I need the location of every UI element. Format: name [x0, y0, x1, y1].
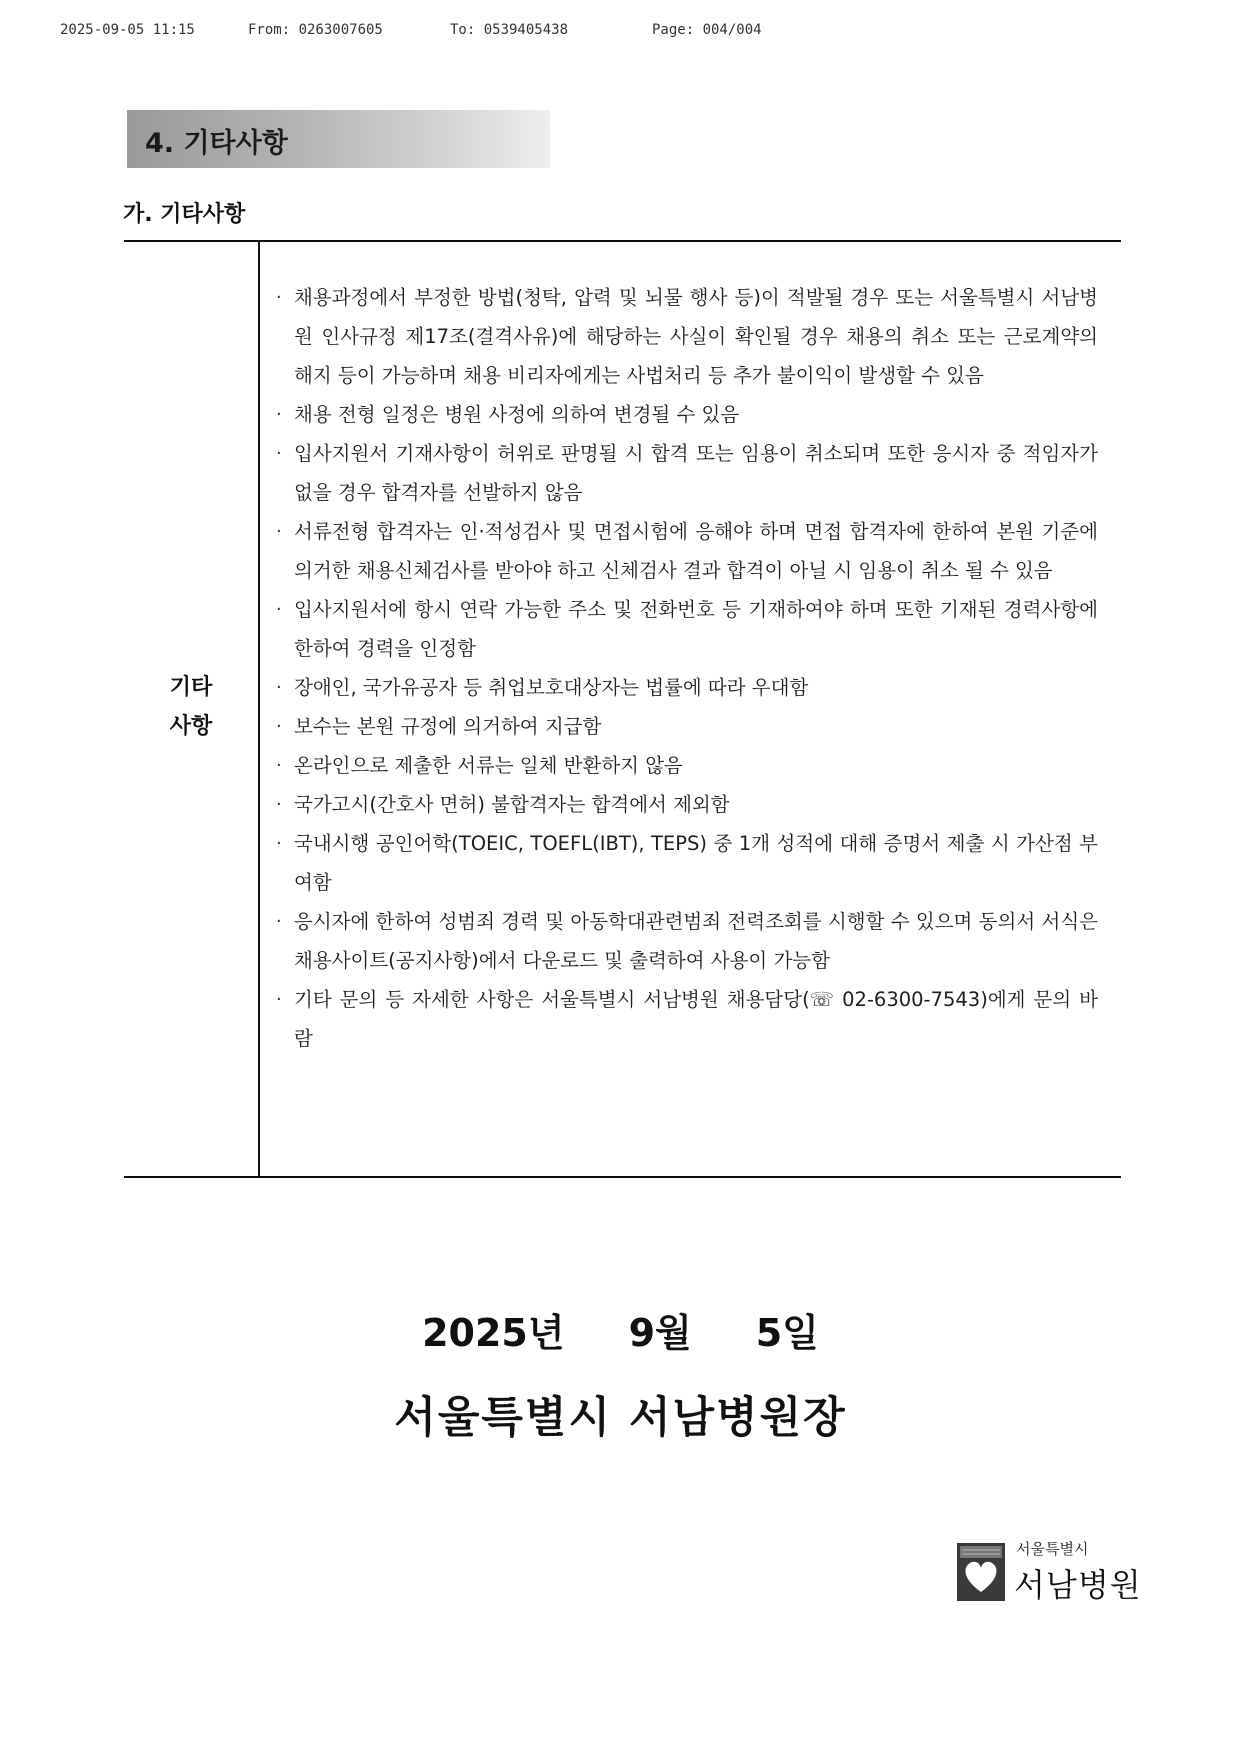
section-title: 4. 기타사항: [145, 128, 288, 159]
bullet-icon: ·: [276, 443, 282, 464]
section-banner: [127, 110, 550, 168]
notice-table: [124, 240, 1121, 1178]
notice-item: [276, 746, 1098, 785]
bullet-icon: ·: [276, 521, 282, 542]
notice-text: 보수는 본원 규정에 의거하여 지급함: [294, 715, 602, 738]
notice-text: 입사지원서에 항시 연락 가능한 주소 및 전화번호 등 기재하여야 하며 또한 기재된 경력사항에 한하여 경력을 인정함: [294, 598, 1098, 660]
date-day: 5일: [755, 1311, 819, 1355]
notice-text: 채용과정에서 부정한 방법(청탁, 압력 및 뇌물 행사 등)이 적발될 경우 또는 서울특별시 서남병원 인사규정 제17조(결격사유)에 해당하는 사실이 확인될 경우 채용의 취소 또는 근로계약의 해지 등이 가능하며 채용 비리자에게는 사법처리 등 추가 불이익이 발생할 수 있음: [294, 286, 1098, 387]
fax-datetime: 2025-09-05 11:15: [60, 22, 195, 38]
notice-item: [276, 785, 1098, 824]
notice-text: 서류전형 합격자는 인·적성검사 및 면접시험에 응해야 하며 면접 합격자에 한하여 본원 기준에 의거한 채용신체검사를 받아야 하고 신체검사 결과 합격이 아닐 시 임용이 취소 될 수 있음: [294, 520, 1098, 582]
bullet-icon: ·: [276, 404, 282, 425]
bullet-icon: ·: [276, 755, 282, 776]
notice-text: 국내시행 공인어학(TOEIC, TOEFL(IBT), TEPS) 중 1개 성적에 대해 증명서 제출 시 가산점 부여함: [294, 832, 1098, 894]
seal-hospital-text: 서남병원: [1014, 1566, 1142, 1604]
bullet-icon: ·: [276, 833, 282, 854]
subsection-title: 가. 기타사항: [123, 202, 246, 227]
notice-list: [276, 278, 1098, 1058]
notice-text: 응시자에 한하여 성범죄 경력 및 아동학대관련범죄 전력조회를 시행할 수 있으며 동의서 서식은 채용사이트(공지사항)에서 다운로드 및 출력하여 사용이 가능함: [294, 910, 1098, 972]
row-label: [124, 668, 258, 746]
notice-item: [276, 668, 1098, 707]
notice-item: [276, 707, 1098, 746]
notice-text: 입사지원서 기재사항이 허위로 판명될 시 합격 또는 임용이 취소되며 또한 응시자 중 적임자가 없을 경우 합격자를 선발하지 않음: [294, 442, 1098, 504]
notice-text: 채용 전형 일정은 병원 사정에 의하여 변경될 수 있음: [294, 403, 740, 426]
bullet-icon: ·: [276, 989, 282, 1010]
bullet-icon: ·: [276, 287, 282, 308]
issuer-title: 서울특별시 서남병원장: [394, 1393, 847, 1443]
row-label-line2: 사항: [169, 714, 213, 739]
notice-item: [276, 278, 1098, 395]
notice-item: [276, 902, 1098, 980]
notice-item: [276, 590, 1098, 668]
fax-from: From: 0263007605: [248, 22, 383, 38]
date-month: 9월: [628, 1311, 692, 1355]
notice-text: 장애인, 국가유공자 등 취업보호대상자는 법률에 따라 우대함: [294, 676, 809, 699]
column-divider: [258, 242, 260, 1176]
notice-item: [276, 824, 1098, 902]
bullet-icon: ·: [276, 716, 282, 737]
date-year: 2025년: [422, 1311, 565, 1355]
hospital-emblem-icon: [956, 1542, 1006, 1602]
seal-city-text: 서울특별시: [1016, 1540, 1089, 1558]
row-label-line1: 기타: [169, 675, 213, 700]
notice-item: [276, 512, 1098, 590]
fax-header: [60, 22, 1180, 42]
hospital-seal: [956, 1538, 1142, 1604]
notice-item: [276, 434, 1098, 512]
notice-item: [276, 395, 1098, 434]
fax-to: To: 0539405438: [450, 22, 569, 38]
bullet-icon: ·: [276, 677, 282, 698]
notice-text: 국가고시(간호사 면허) 불합격자는 합격에서 제외함: [294, 793, 730, 816]
bullet-icon: ·: [276, 794, 282, 815]
notice-text: 온라인으로 제출한 서류는 일체 반환하지 않음: [294, 754, 683, 777]
bullet-icon: ·: [276, 599, 282, 620]
document-date: [0, 1302, 1241, 1357]
fax-page: Page: 004/004: [652, 22, 762, 38]
bullet-icon: ·: [276, 911, 282, 932]
notice-item: [276, 980, 1098, 1058]
notice-text: 기타 문의 등 자세한 사항은 서울특별시 서남병원 채용담당(☏ 02-6300-7543)에게 문의 바람: [294, 988, 1098, 1050]
